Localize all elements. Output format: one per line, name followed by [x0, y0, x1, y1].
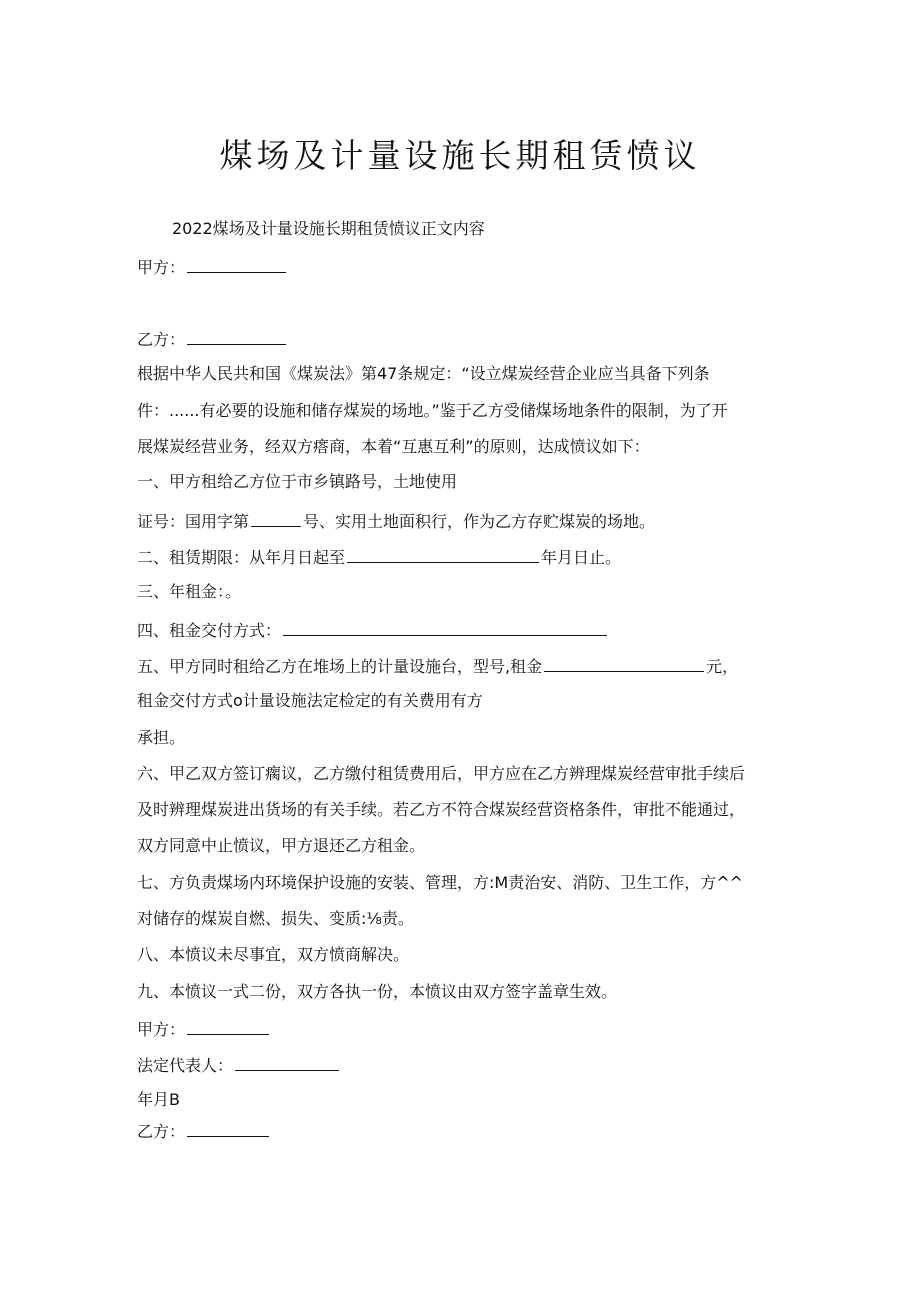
party-a-blank — [187, 254, 286, 273]
clause-2-prefix: 二、租赁期限：从年月日起至 — [137, 548, 346, 567]
clause-4-prefix: 四、租金交付方式： — [137, 621, 282, 640]
clause-5-line-3: 承担。 — [137, 728, 186, 747]
clause-2 — [137, 544, 621, 570]
land-number-blank — [251, 508, 301, 527]
party-a-line — [137, 254, 288, 280]
clause-2-suffix: 年月日止。 — [541, 548, 622, 567]
clause-5-line-2: 租金交付方式o计量设施法定检定的有关费用有方 — [137, 691, 483, 710]
sign-legal-rep-label: 法定代表人： — [137, 1056, 234, 1075]
document-title: 煤场及计量设施长期租赁愤议 — [219, 136, 701, 175]
sign-party-b-label: 乙方： — [137, 1122, 186, 1141]
clause-1-prefix: 证号：国用字第 — [137, 512, 250, 531]
clause-5-prefix: 五、甲方同时租给乙方在堆场上的计量设施台，型号,租金 — [137, 657, 543, 676]
intro-line-2: 件：......有必要的设施和储存煤炭的场地。”鉴于乙方受储煤场地条件的限制，为了开 — [137, 401, 728, 420]
clause-7-line-2: 对储存的煤炭自燃、损失、变质:⅛责。 — [137, 909, 414, 928]
intro-line-3: 展煤炭经营业务，经双方瘩商，本着“互惠互利”的原则，达成愤议如下： — [137, 437, 650, 456]
sign-party-a-blank — [187, 1016, 269, 1035]
payment-method-blank — [283, 617, 607, 636]
rent-amount-blank — [544, 653, 704, 672]
clause-8: 八、本愤议未尽事宜，双方愤商解决。 — [137, 945, 410, 964]
clause-5-suffix: 元， — [706, 657, 739, 676]
clause-7-line-1: 七、方负责煤场内环境保护设施的安装、管理，方:M责治安、消防、卫生工作，方^^ — [137, 873, 744, 892]
clause-6-line-1: 六、甲乙双方签订瘸议，乙方缴付租赁费用后，甲方应在乙方辨理煤炭经营审批手续后 — [137, 764, 746, 783]
clause-4 — [137, 617, 609, 643]
party-a-label: 甲方： — [137, 258, 186, 277]
clause-6-line-2: 及时辨理煤炭进出货场的有关手续。若乙方不符合煤炭经营资格条件，审批不能通过， — [137, 800, 746, 819]
clause-6-line-3: 双方同意中止愤议，甲方退还乙方租金。 — [137, 836, 426, 855]
clause-5-line-1 — [137, 653, 738, 679]
sign-party-b-blank — [187, 1118, 269, 1137]
party-b-line — [137, 326, 288, 352]
sign-date: 年月B — [137, 1090, 180, 1109]
sign-legal-rep — [137, 1052, 341, 1078]
clause-1-suffix: 号、实用土地面积行，作为乙方存贮煤炭的场地。 — [303, 512, 656, 531]
lease-end-blank — [347, 544, 539, 563]
sign-party-a — [137, 1016, 271, 1042]
party-b-blank — [187, 326, 286, 345]
intro-line-1: 根据中华人民共和国《煤炭法》第47条规定：“设立煤炭经营企业应当具备下列条 — [137, 364, 710, 383]
sign-party-b — [137, 1118, 271, 1144]
clause-3: 三、年租金：。 — [137, 582, 242, 601]
document-subtitle: 2022煤场及计量设施长期租赁愤议正文内容 — [172, 219, 485, 238]
clause-1-line-2 — [137, 508, 655, 534]
clause-9: 九、本愤议一式二份，双方各执一份，本愤议由双方签字盖章生效。 — [137, 982, 618, 1001]
sign-legal-rep-blank — [235, 1052, 339, 1071]
clause-1-line-1: 一、甲方租给乙方位于市乡镇路号，土地使用 — [137, 472, 458, 491]
sign-party-a-label: 甲方： — [137, 1020, 186, 1039]
party-b-label: 乙方： — [137, 330, 186, 349]
